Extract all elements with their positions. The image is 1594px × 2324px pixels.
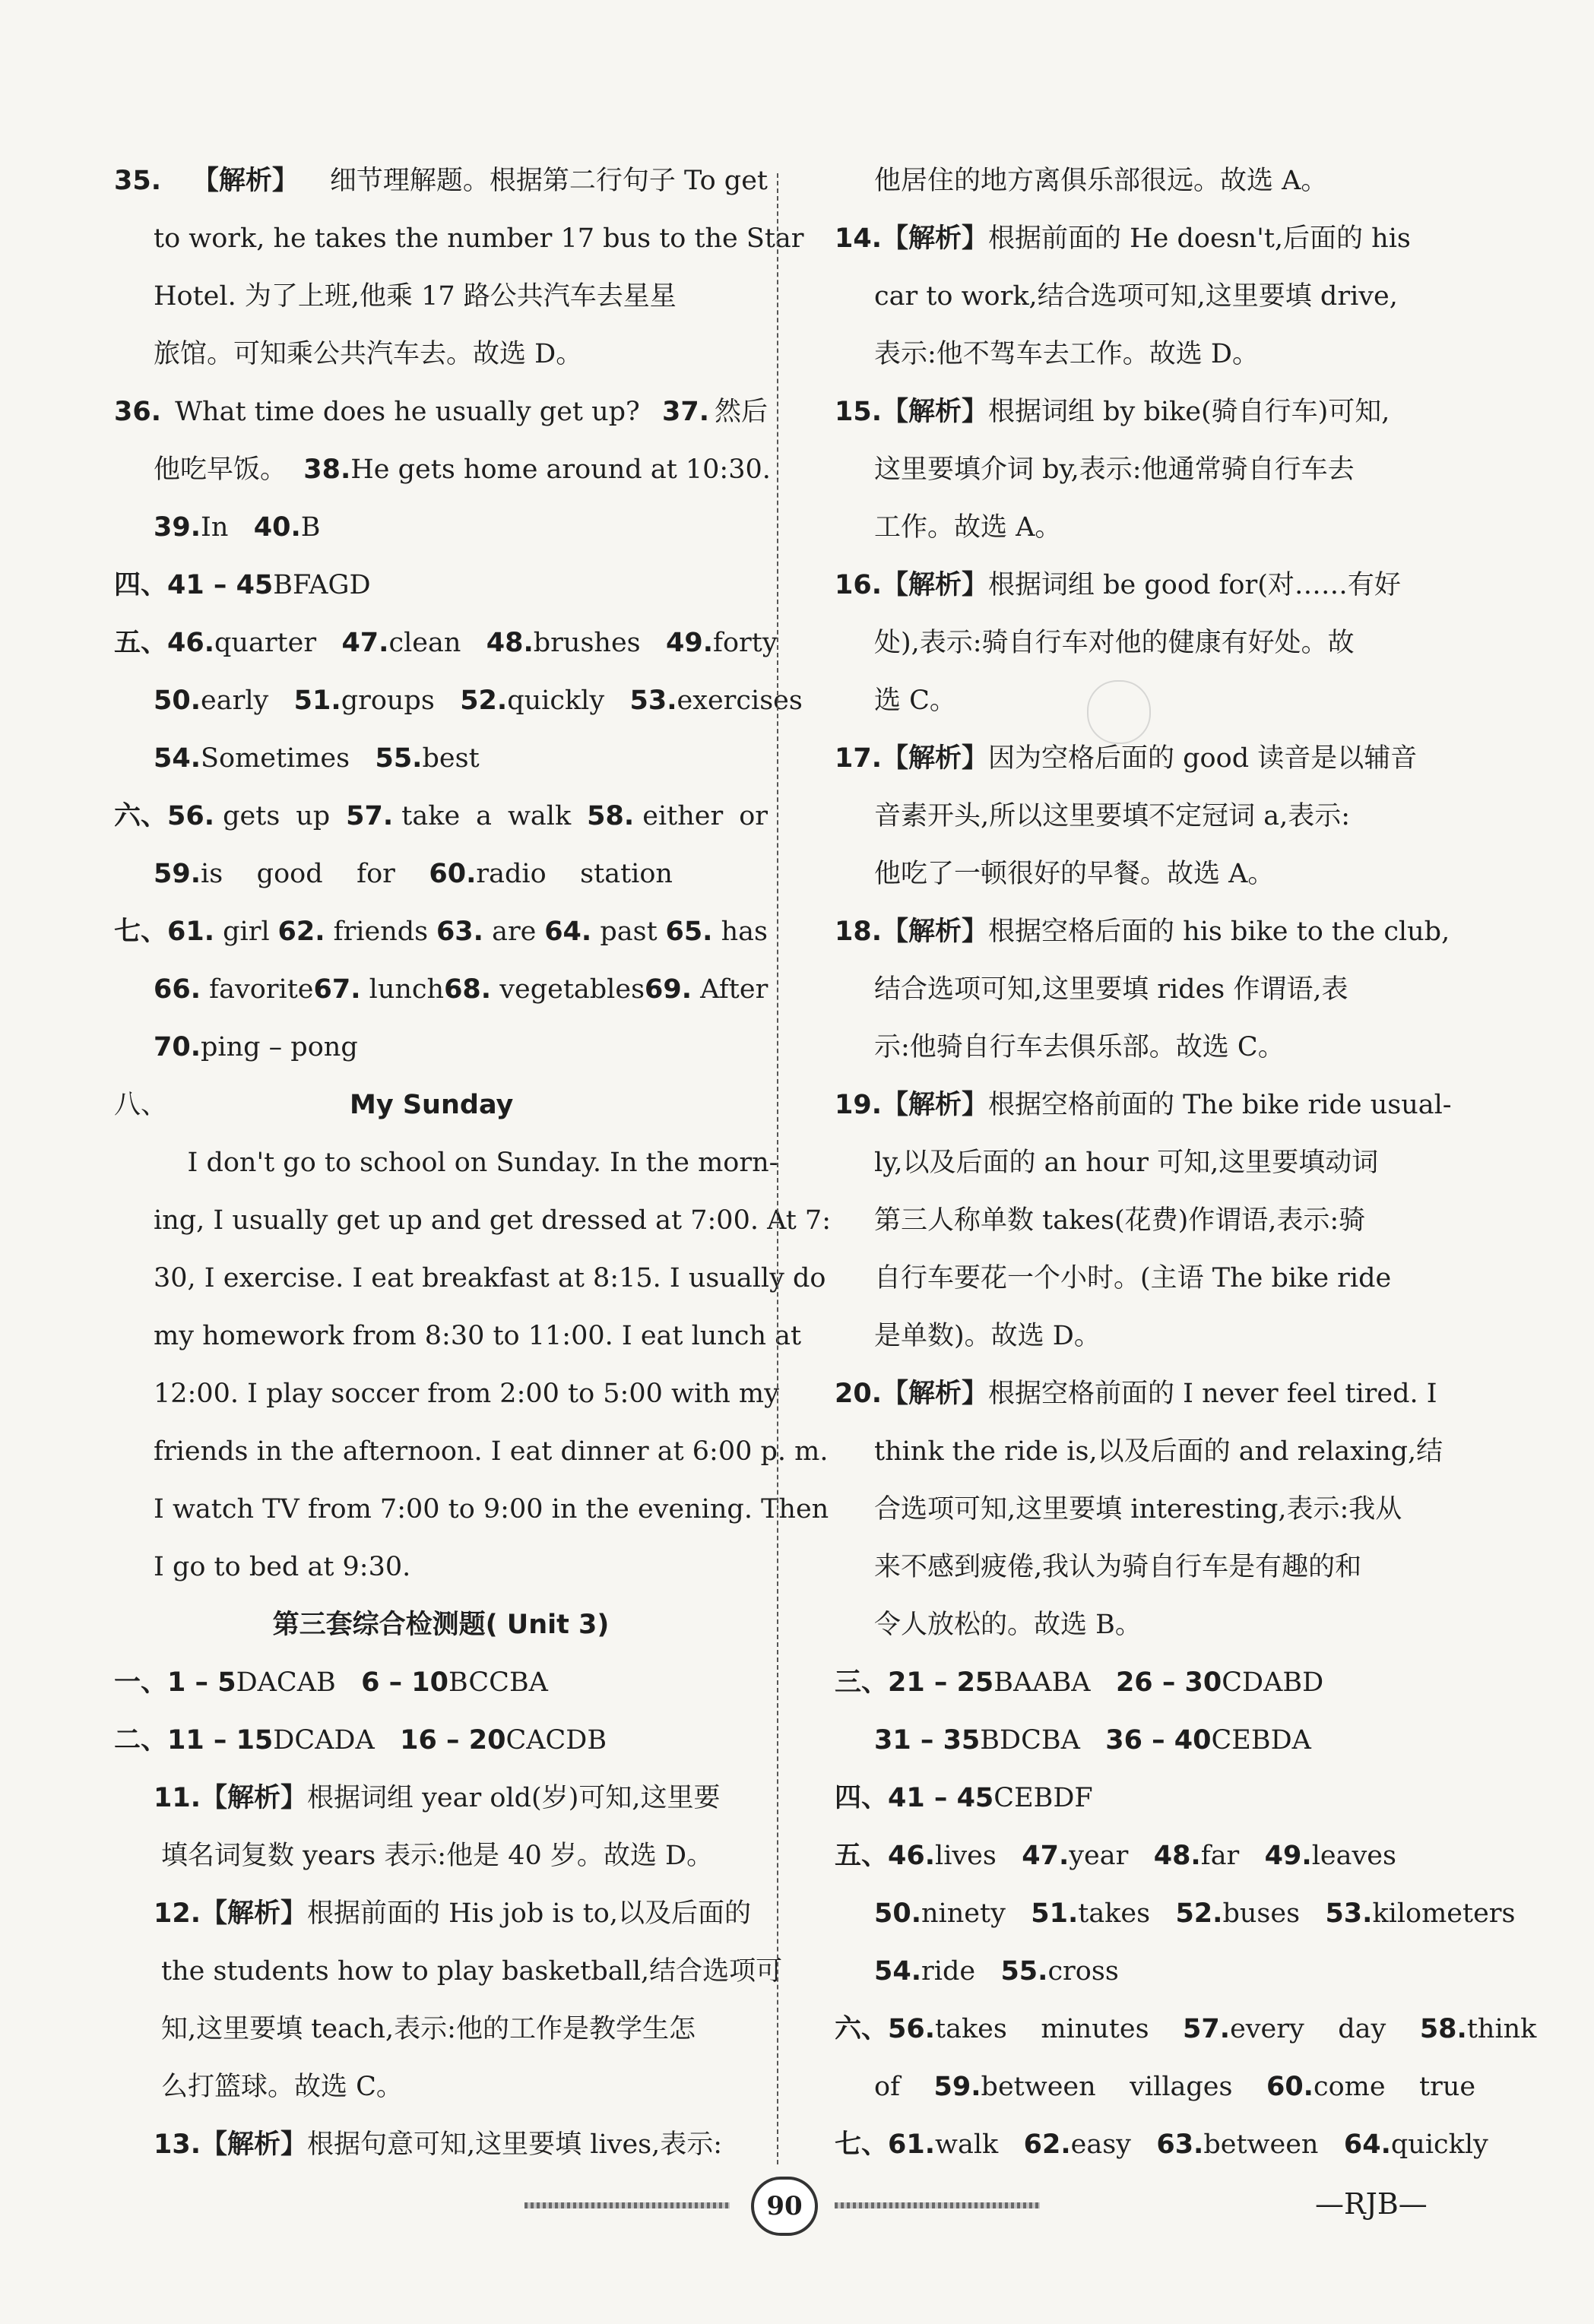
text-line: I don't go to school on Sunday. In the morn-	[154, 1148, 778, 1178]
text-line: ing, I usually get up and get dressed at 7:00. At 7:	[154, 1205, 831, 1236]
text-line: 五、46. quarter 47. clean 48. brushes 49. forty	[114, 628, 778, 658]
stamp-mark	[1087, 680, 1151, 744]
text-line: 二、11 – 15 DCADA 16 – 20 CACDB	[114, 1725, 607, 1756]
text-line: 35. 【解析】 细节理解题。根据第二行句子 To get	[114, 166, 768, 196]
page-number: 90	[751, 2177, 818, 2236]
text-line: 第三人称单数 takes(花费)作谓语,表示:骑	[874, 1205, 1366, 1236]
text-line: think the ride is,以及后面的 and relaxing,结	[874, 1436, 1443, 1467]
text-line: 合选项可知,这里要填 interesting,表示:我从	[874, 1494, 1402, 1525]
text-line: 示:他骑自行车去俱乐部。故选 C。	[874, 1032, 1285, 1062]
text-line: 八、 My Sunday	[114, 1090, 514, 1120]
text-line: 16. 【解析】 根据词组 be good for(对……有好	[835, 570, 1401, 600]
text-line: 一、1 – 5 DACAB 6 – 10 BCCBA	[114, 1667, 548, 1698]
right-column	[835, 152, 1537, 2174]
text-line: 表示:他不驾车去工作。故选 D。	[874, 339, 1259, 369]
text-line: 15. 【解析】 根据词组 by bike(骑自行车)可知,	[835, 397, 1390, 427]
text-line: ly,以及后面的 an hour 可知,这里要填动词	[874, 1148, 1379, 1178]
text-line: 自行车要花一个小时。(主语 The bike ride	[874, 1263, 1392, 1293]
text-line: 来不感到疲倦,我认为骑自行车是有趣的和	[874, 1552, 1362, 1582]
text-line: 三、21 – 25 BAABA 26 – 30 CDABD	[835, 1667, 1324, 1698]
text-line: 是单数)。故选 D。	[874, 1321, 1101, 1351]
text-line: the students how to play basketball,结合选项可	[161, 1956, 783, 1987]
text-line: 14. 【解析】 根据前面的 He doesn't,后面的 his	[835, 223, 1411, 254]
text-line: 结合选项可知,这里要填 rides 作谓语,表	[874, 974, 1348, 1005]
text-line: I go to bed at 9:30.	[154, 1552, 411, 1582]
text-line: 13. 【解析】 根据句意可知,这里要填 lives,表示:	[154, 2129, 723, 2160]
text-line: 填名词复数 years 表示:他是 40 岁。故选 D。	[161, 1841, 714, 1871]
text-line: 19. 【解析】 根据空格前面的 The bike ride usual-	[835, 1090, 1452, 1120]
text-line: 他居住的地方离俱乐部很远。故选 A。	[874, 166, 1328, 196]
text-line: 12. 【解析】 根据前面的 His job is to,以及后面的	[154, 1898, 751, 1929]
text-line: 他吃了一顿很好的早餐。故选 A。	[874, 859, 1275, 889]
text-line: 66. favorite 67. lunch 68. vegetables 69. After	[154, 974, 768, 1005]
text-line: 59. is good for 60. radio station	[154, 859, 673, 889]
text-line: 18. 【解析】 根据空格后面的 his bike to the club,	[835, 917, 1450, 947]
text-line: Hotel. 为了上班,他乘 17 路公共汽车去星星	[154, 281, 677, 312]
text-line: 知,这里要填 teach,表示:他的工作是教学生怎	[161, 2014, 696, 2044]
text-line: 11. 【解析】 根据词组 year old(岁)可知,这里要	[154, 1783, 721, 1813]
text-line: 他吃早饭。 38. He gets home around at 10:30.	[154, 454, 771, 485]
text-line: 四、41 – 45 CEBDF	[835, 1783, 1093, 1813]
text-line: 30, I exercise. I eat breakfast at 8:15. I usually do	[154, 1263, 826, 1293]
text-line: I watch TV from 7:00 to 9:00 in the evening. Then	[154, 1494, 829, 1525]
text-line: car to work,结合选项可知,这里要填 drive,	[874, 281, 1398, 312]
text-line: 36. What time does he usually get up? 37. 然后	[114, 397, 768, 427]
text-line: 令人放松的。故选 B。	[874, 1610, 1142, 1640]
text-line: 50. ninety 51. takes 52. buses 53. kilometers	[874, 1898, 1516, 1929]
edition-mark: —RJB—	[1315, 2187, 1428, 2221]
text-line: 17. 【解析】 因为空格后面的 good 读音是以辅音	[835, 743, 1418, 774]
page-footer	[0, 2166, 1594, 2242]
text-line: 七、61. girl 62. friends 63. are 64. past 65. has	[114, 917, 768, 947]
text-line: 五、46. lives 47. year 48. far 49. leaves	[835, 1841, 1396, 1871]
text-line: 第三套综合检测题( Unit 3)	[272, 1610, 610, 1640]
text-line: my homework from 8:30 to 11:00. I eat lunch at	[154, 1321, 802, 1351]
text-line: 12:00. I play soccer from 2:00 to 5:00 with my	[154, 1379, 779, 1409]
text-line: friends in the afternoon. I eat dinner at 6:00 p. m.	[154, 1436, 829, 1467]
text-line: to work, he takes the number 17 bus to the Star	[154, 223, 804, 254]
text-line: 31 – 35 BDCBA 36 – 40 CEBDA	[874, 1725, 1311, 1756]
text-line: 七、61. walk 62. easy 63. between 64. quickly	[835, 2129, 1488, 2160]
text-line: of 59. between villages 60. come true	[874, 2072, 1476, 2102]
text-line: 音素开头,所以这里要填不定冠词 a,表示:	[874, 801, 1351, 831]
text-line: 四、41 – 45 BFAGD	[114, 570, 371, 600]
text-line: 39. In 40. B	[154, 512, 321, 543]
footer-ornament-left	[524, 2202, 730, 2208]
text-line: 20. 【解析】 根据空格前面的 I never feel tired. I	[835, 1379, 1437, 1409]
text-line: 处),表示:骑自行车对他的健康有好处。故	[874, 628, 1355, 658]
text-line: 旅馆。可知乘公共汽车去。故选 D。	[154, 339, 583, 369]
text-line: 50. early 51. groups 52. quickly 53. exercises	[154, 685, 803, 716]
text-line: 么打篮球。故选 C。	[161, 2072, 403, 2102]
text-line: 选 C。	[874, 685, 956, 716]
text-line: 这里要填介词 by,表示:他通常骑自行车去	[874, 454, 1355, 485]
text-line: 六、56. gets up 57. take a walk 58. either or	[114, 801, 768, 831]
text-line: 54. ride 55. cross	[874, 1956, 1119, 1987]
text-line: 工作。故选 A。	[874, 512, 1062, 543]
left-column	[114, 152, 831, 2174]
text-line: 70. ping – pong	[154, 1032, 358, 1062]
text-line: 六、56. takes minutes 57. every day 58. think	[835, 2014, 1537, 2044]
text-line: 54. Sometimes 55. best	[154, 743, 480, 774]
footer-ornament-right	[835, 2202, 1040, 2208]
fold-line	[777, 173, 778, 2164]
